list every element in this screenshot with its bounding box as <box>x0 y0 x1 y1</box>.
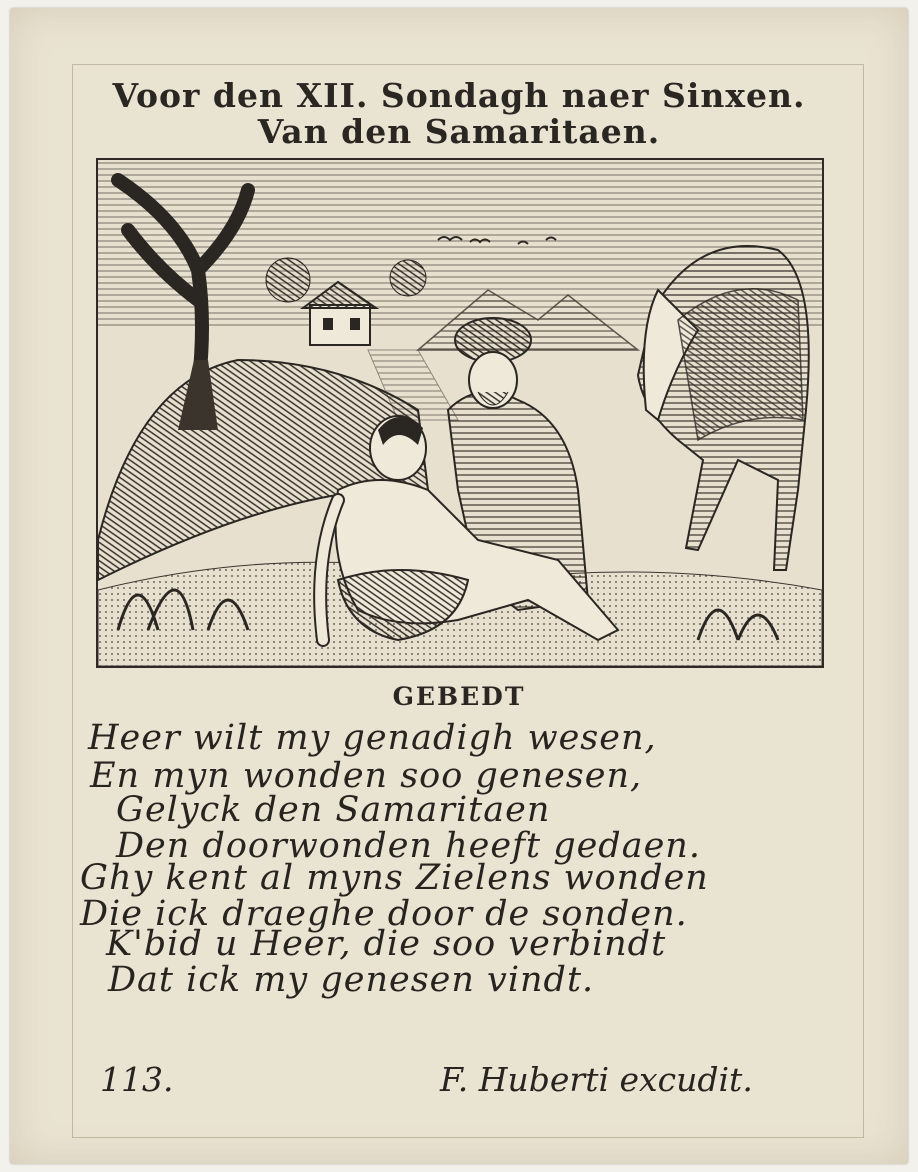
page-number: 113. <box>100 1060 174 1099</box>
prayer-heading: GEBEDT <box>392 682 526 711</box>
poem-line: Heer wilt my genadigh wesen, <box>88 718 657 758</box>
poem-line: Den doorwonden heeft gedaen. <box>116 826 701 866</box>
engraving-illustration <box>96 158 824 668</box>
poem-line: Gelyck den Samaritaen <box>116 790 551 830</box>
title-line-1: Voor den XII. Sondagh naer Sinxen. <box>112 76 806 115</box>
poem-line: Ghy kent al myns Zielens wonden <box>80 858 709 898</box>
poem-line: Die ick draeghe door de sonden. <box>80 894 688 934</box>
poem-line: En myn wonden soo genesen, <box>90 756 643 796</box>
title-line-2: Van den Samaritaen. <box>257 112 661 151</box>
publisher-imprint: F. Huberti excudit. <box>440 1060 753 1099</box>
poem-line: Dat ick my genesen vindt. <box>108 960 595 1000</box>
poem-line: K'bid u Heer, die soo verbindt <box>106 924 667 964</box>
